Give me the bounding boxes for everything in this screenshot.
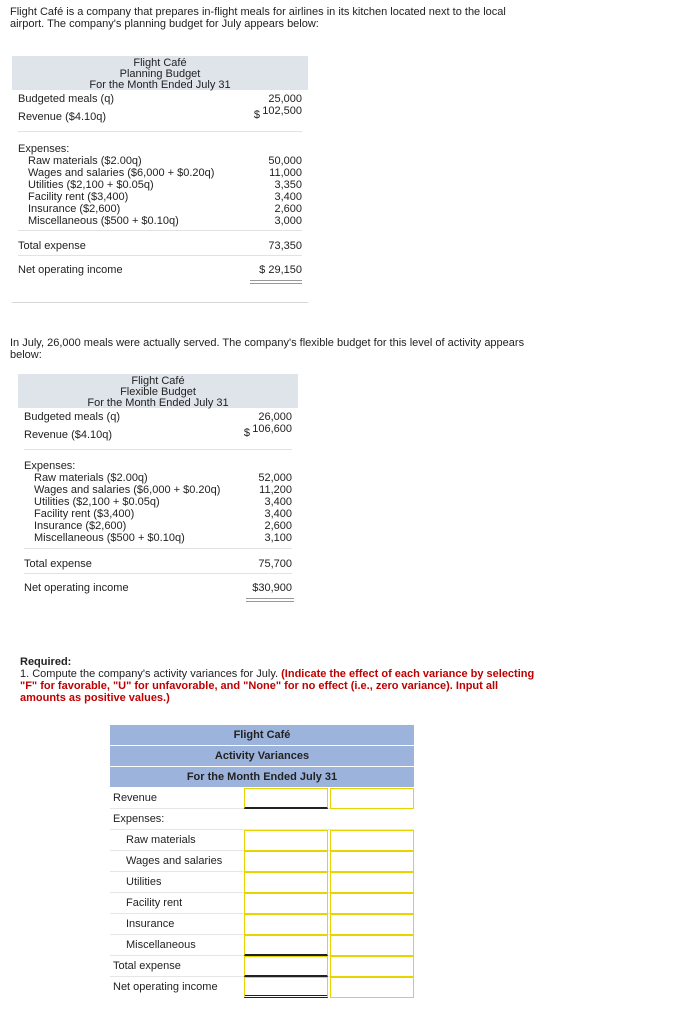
planning-total-value: 73,350 <box>268 240 302 252</box>
divider <box>24 548 292 549</box>
wages-effect-select[interactable] <box>330 851 414 872</box>
planning-revenue-value: 102,500 <box>262 105 302 117</box>
planning-expenses-label: Expenses: <box>18 143 70 155</box>
answer-title: Activity Variances <box>110 746 414 767</box>
planning-meals-value: 25,000 <box>268 93 302 105</box>
flexible-title: Flexible Budget <box>120 386 196 398</box>
noi-underline <box>246 598 294 599</box>
insurance-amount-input[interactable] <box>244 914 328 935</box>
expense-label: Raw materials ($2.00q) <box>28 155 142 167</box>
raw-materials-row <box>110 830 414 851</box>
wages-amount-input[interactable] <box>244 851 328 872</box>
flexible-revenue-dollar: $ <box>243 427 250 439</box>
row-label: Expenses: <box>113 813 165 825</box>
miscellaneous-effect-select[interactable] <box>330 935 414 956</box>
facility-rent-effect-select[interactable] <box>330 893 414 914</box>
row-label: Total expense <box>113 960 181 972</box>
expense-label: Facility rent ($3,400) <box>28 191 129 203</box>
flexible-revenue-value: 106,600 <box>252 423 292 435</box>
revenue-effect-select[interactable] <box>330 788 414 809</box>
required-instruction: (Indicate the effect of each variance by selecting "F" for favorable, "U" for unfavorable, and "None" for no effect (i.e., zero variance). Input all amounts as positive values.) <box>20 668 535 704</box>
total-expense-row <box>110 956 414 977</box>
required-item: 1. Compute the company's activity variances for July. <box>20 668 279 680</box>
planning-period: For the Month Ended July 31 <box>89 79 231 91</box>
expense-label: Raw materials ($2.00q) <box>34 472 148 484</box>
insurance-row <box>110 914 414 935</box>
expense-value: 3,400 <box>274 191 302 203</box>
expense-value: 2,600 <box>274 203 302 215</box>
noi-underline <box>250 280 302 281</box>
row-label: Wages and salaries <box>126 855 223 867</box>
row-label: Facility rent <box>126 897 183 909</box>
planning-total-label: Total expense <box>18 240 86 252</box>
intro-text: Flight Café is a company that prepares in-flight meals for airlines in its kitchen located next to the local airport. The company's planning budget for July appears below: <box>10 6 506 30</box>
flexible-intro-text: In July, 26,000 meals were actually served. The company's flexible budget for this level of activity appears below: <box>10 337 525 361</box>
divider <box>18 131 302 132</box>
revenue-row <box>110 788 414 809</box>
flexible-revenue-label: Revenue ($4.10q) <box>24 429 113 441</box>
row-label: Revenue <box>113 792 158 804</box>
expense-value: 11,200 <box>259 484 292 496</box>
divider <box>18 230 302 231</box>
expense-label: Wages and salaries ($6,000 + $0.20q) <box>28 167 215 179</box>
miscellaneous-row <box>110 935 414 956</box>
noi-double-underline <box>250 283 302 284</box>
expense-label: Miscellaneous ($500 + $0.10q) <box>28 215 179 227</box>
planning-revenue-label: Revenue ($4.10q) <box>18 111 107 123</box>
planning-revenue-dollar: $ <box>253 109 260 121</box>
expense-value: 50,000 <box>268 155 302 167</box>
facility-rent-row <box>110 893 414 914</box>
required-heading: Required: <box>20 656 72 668</box>
insurance-effect-select[interactable] <box>330 914 414 935</box>
answer-company: Flight Café <box>110 725 414 746</box>
answer-period: For the Month Ended July 31 <box>110 767 414 788</box>
divider <box>18 255 302 256</box>
raw-materials-amount-input[interactable] <box>244 830 328 851</box>
flexible-revenue-row <box>18 423 298 447</box>
row-label: Insurance <box>126 918 175 930</box>
expense-label: Utilities ($2,100 + $0.05q) <box>28 179 154 191</box>
row-label: Miscellaneous <box>126 939 196 951</box>
flexible-expenses-label: Expenses: <box>24 460 76 472</box>
divider <box>24 449 292 450</box>
utilities-amount-input[interactable] <box>244 872 328 893</box>
planning-revenue-row <box>12 105 308 129</box>
flexible-total-value: 75,700 <box>258 558 292 570</box>
flexible-company: Flight Café <box>131 375 185 387</box>
flexible-noi-label: Net operating income <box>24 582 129 594</box>
flexible-total-label: Total expense <box>24 558 92 570</box>
facility-rent-amount-input[interactable] <box>244 893 328 914</box>
noi-effect-select[interactable] <box>330 977 414 998</box>
expense-value: 3,000 <box>274 215 302 227</box>
noi-row <box>110 977 414 998</box>
expense-label: Insurance ($2,600) <box>28 203 121 215</box>
row-label: Utilities <box>126 876 162 888</box>
row-label: Raw materials <box>126 834 196 846</box>
expense-value: 3,100 <box>264 532 292 544</box>
planning-bottom-rule <box>12 302 308 303</box>
planning-noi-label: Net operating income <box>18 264 123 276</box>
expense-label: Facility rent ($3,400) <box>34 508 135 520</box>
expense-label: Wages and salaries ($6,000 + $0.20q) <box>34 484 221 496</box>
flexible-budget-table <box>18 374 314 604</box>
required-section <box>20 656 540 704</box>
divider <box>24 573 292 574</box>
raw-materials-effect-select[interactable] <box>330 830 414 851</box>
planning-title: Planning Budget <box>119 68 201 80</box>
row-label: Net operating income <box>113 981 218 993</box>
planning-budget-table <box>12 56 308 306</box>
total-expense-amount-input[interactable] <box>244 956 328 977</box>
utilities-effect-select[interactable] <box>330 872 414 893</box>
noi-double-underline <box>246 601 294 602</box>
expense-label: Insurance ($2,600) <box>34 520 127 532</box>
expense-value: 3,400 <box>264 508 292 520</box>
flexible-period: For the Month Ended July 31 <box>87 397 229 409</box>
required-question <box>20 668 540 704</box>
noi-amount-input[interactable] <box>244 977 328 998</box>
planning-company: Flight Café <box>133 57 187 69</box>
expense-value: 2,600 <box>264 520 292 532</box>
total-expense-effect-select[interactable] <box>330 956 414 977</box>
expense-value: 11,000 <box>269 167 302 179</box>
flexible-meals-label: Budgeted meals (q) <box>24 411 120 423</box>
utilities-row <box>110 872 414 893</box>
flexible-budget-header <box>18 374 298 408</box>
wages-row <box>110 851 414 872</box>
expenses-heading-row <box>110 809 414 830</box>
expense-label: Utilities ($2,100 + $0.05q) <box>34 496 160 508</box>
expense-value: 3,350 <box>274 179 302 191</box>
expense-value: 3,400 <box>264 496 292 508</box>
activity-variances-table <box>110 725 414 998</box>
flexible-noi-value: $30,900 <box>252 582 292 594</box>
planning-budget-header <box>12 56 308 90</box>
expense-value: 52,000 <box>258 472 292 484</box>
revenue-amount-input[interactable] <box>244 788 328 809</box>
flexible-meals-value: 26,000 <box>258 411 292 423</box>
miscellaneous-amount-input[interactable] <box>244 935 328 956</box>
expense-label: Miscellaneous ($500 + $0.10q) <box>34 532 185 544</box>
planning-meals-label: Budgeted meals (q) <box>18 93 114 105</box>
planning-noi-value: $ 29,150 <box>259 264 302 276</box>
